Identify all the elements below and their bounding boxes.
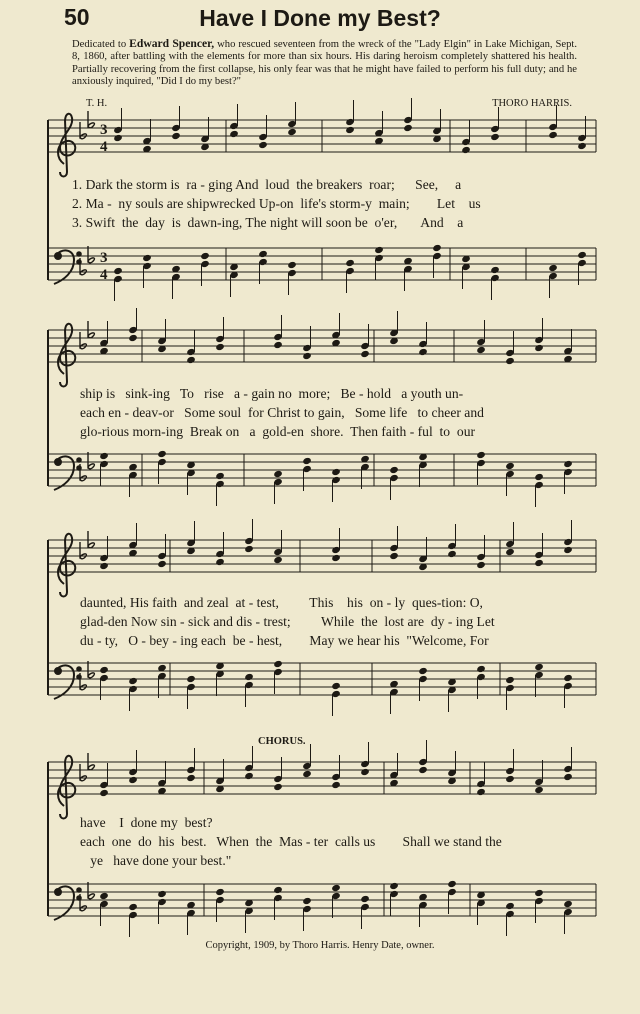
- note-head: [447, 550, 457, 558]
- note-head: [534, 344, 544, 352]
- system-1-lyric-3: 3. Swift the day is dawn-ing, The night will soon be o'er, And a: [72, 215, 464, 230]
- note-head: [331, 781, 341, 789]
- note-head: [577, 251, 587, 259]
- note-head: [157, 890, 167, 898]
- note-head: [229, 130, 239, 138]
- note-head: [302, 770, 312, 778]
- note-head: [128, 776, 138, 784]
- note-head: [128, 677, 138, 685]
- time-signature: 4: [100, 139, 108, 155]
- note-head: [505, 775, 515, 783]
- note-head: [505, 462, 515, 470]
- note-head: [345, 259, 355, 267]
- note-head: [142, 254, 152, 262]
- treble-clef-icon: [58, 534, 75, 597]
- time-signature: 3: [100, 250, 108, 266]
- note-head: [534, 889, 544, 897]
- system-2-lyric-1: ship is sink-ing To rise a - gain no more; Be - hold a youth un-: [80, 386, 464, 401]
- hymn-title: Have I Done my Best?: [199, 5, 441, 31]
- note-head: [171, 132, 181, 140]
- note-head: [548, 131, 558, 139]
- note-head: [258, 250, 268, 258]
- note-head: [302, 352, 312, 360]
- note-head: [215, 888, 225, 896]
- note-head: [505, 357, 515, 365]
- system-4-lyric-1: have I done my best?: [80, 815, 213, 830]
- note-head: [244, 772, 254, 780]
- words-credit: T. H.: [86, 98, 108, 109]
- note-head: [505, 902, 515, 910]
- flat-icon: [88, 753, 94, 770]
- bass-clef-icon: [54, 456, 81, 490]
- flat-icon: [88, 321, 94, 338]
- system-3-lyric-1: daunted, His faith and zeal at - test, This his on - ly ques-tion: O,: [80, 595, 483, 610]
- note-head: [331, 682, 341, 690]
- system-3-lyric-3: du - ty, O - bey - ing each be - hest, May we hear his "Welcome, For: [80, 633, 489, 648]
- note-head: [548, 264, 558, 272]
- system-2-lyric-2: each en - deav-or Some soul for Christ to gain, Some life to cheer and: [80, 405, 484, 420]
- note-head: [273, 556, 283, 564]
- note-head: [403, 124, 413, 132]
- bass-clef-icon: [54, 665, 81, 699]
- copyright: Copyright, 1909, by Thoro Harris. Henry Date, owner.: [205, 940, 435, 951]
- note-head: [389, 882, 399, 890]
- note-head: [447, 880, 457, 888]
- note-head: [99, 892, 109, 900]
- treble-clef-icon: [58, 114, 75, 177]
- note-head: [215, 472, 225, 480]
- note-head: [432, 244, 442, 252]
- flat-icon: [88, 661, 94, 678]
- note-head: [505, 676, 515, 684]
- note-head: [345, 126, 355, 134]
- flat-icon: [88, 452, 94, 469]
- note-head: [99, 452, 109, 460]
- system-3-lyric-2: glad-den Now sin - sick and dis - trest; While the lost are dy - ing Let: [80, 614, 495, 629]
- page-number: 50: [64, 4, 90, 30]
- note-head: [563, 674, 573, 682]
- flat-icon: [88, 882, 94, 899]
- note-head: [244, 545, 254, 553]
- time-signature: 3: [100, 122, 108, 138]
- note-head: [476, 346, 486, 354]
- dedication-name: Edward Spencer,: [129, 37, 215, 50]
- note-head: [563, 546, 573, 554]
- note-head: [287, 128, 297, 136]
- note-head: [476, 561, 486, 569]
- note-head: [287, 261, 297, 269]
- note-head: [374, 246, 384, 254]
- note-head: [200, 252, 210, 260]
- system-4-lyric-2: each one do his best. When the Mas - ter calls us Shall we stand the: [80, 834, 502, 849]
- treble-clef-icon: [58, 756, 75, 819]
- note-head: [534, 786, 544, 794]
- note-head: [186, 356, 196, 364]
- system-4-lyric-3: ye have done your best.": [80, 853, 232, 868]
- bass-clef-icon: [54, 250, 81, 284]
- note-head: [273, 341, 283, 349]
- note-head: [215, 343, 225, 351]
- note-head: [302, 897, 312, 905]
- note-head: [476, 788, 486, 796]
- note-head: [389, 466, 399, 474]
- note-head: [534, 663, 544, 671]
- note-head: [418, 348, 428, 356]
- time-signature: 4: [100, 267, 108, 283]
- note-head: [331, 468, 341, 476]
- note-head: [186, 774, 196, 782]
- note-head: [418, 766, 428, 774]
- flat-icon: [88, 111, 94, 128]
- note-head: [128, 903, 138, 911]
- note-head: [128, 334, 138, 342]
- note-head: [577, 142, 587, 150]
- note-head: [505, 548, 515, 556]
- bass-clef-icon: [54, 886, 81, 920]
- note-head: [490, 133, 500, 141]
- system-1-lyric-2: 2. Ma - ny souls are shipwrecked Up-on life's storm-y main; Let us: [72, 196, 481, 211]
- note-head: [360, 768, 370, 776]
- note-head: [476, 665, 486, 673]
- note-head: [273, 470, 283, 478]
- note-head: [360, 350, 370, 358]
- note-head: [490, 266, 500, 274]
- note-head: [215, 558, 225, 566]
- note-head: [563, 460, 573, 468]
- note-head: [563, 900, 573, 908]
- flat-icon: [88, 531, 94, 548]
- note-head: [157, 450, 167, 458]
- note-head: [534, 473, 544, 481]
- note-head: [563, 773, 573, 781]
- treble-clef-icon: [58, 324, 75, 387]
- system-1-lyric-1: 1. Dark the storm is ra - ging And loud the breakers roar; See, a: [72, 177, 462, 192]
- note-head: [113, 134, 123, 142]
- music-credit: THORO HARRIS.: [492, 98, 572, 109]
- note-head: [99, 562, 109, 570]
- note-head: [302, 457, 312, 465]
- note-head: [273, 783, 283, 791]
- note-head: [418, 667, 428, 675]
- note-head: [157, 560, 167, 568]
- note-head: [99, 789, 109, 797]
- note-head: [273, 886, 283, 894]
- note-head: [389, 552, 399, 560]
- note-head: [461, 146, 471, 154]
- system-2-lyric-3: glo-rious morn-ing Break on a gold-en shore. Then faith - ful to our: [80, 424, 476, 439]
- note-head: [258, 141, 268, 149]
- flat-icon: [88, 246, 94, 263]
- note-head: [113, 267, 123, 275]
- note-head: [331, 554, 341, 562]
- dedication-lead: Dedicated to: [72, 39, 127, 50]
- note-head: [534, 559, 544, 567]
- note-head: [244, 673, 254, 681]
- dedication-body: who rescued seventeen from the wreck of the "Lady Elgin" in Lake Michigan, Sept. 8, 1860, after battling with the elements for more than six hours. His daring heroism completely shattered his health. Partially recovering from the first collapse, his only fear was that he might have failed to perform his full duty; and he anxiously inquired, "Did I do my best?": [72, 39, 578, 87]
- note-head: [360, 895, 370, 903]
- note-head: [331, 884, 341, 892]
- note-head: [476, 451, 486, 459]
- chorus-label: CHORUS.: [258, 736, 306, 747]
- note-head: [273, 660, 283, 668]
- note-head: [99, 666, 109, 674]
- note-head: [186, 675, 196, 683]
